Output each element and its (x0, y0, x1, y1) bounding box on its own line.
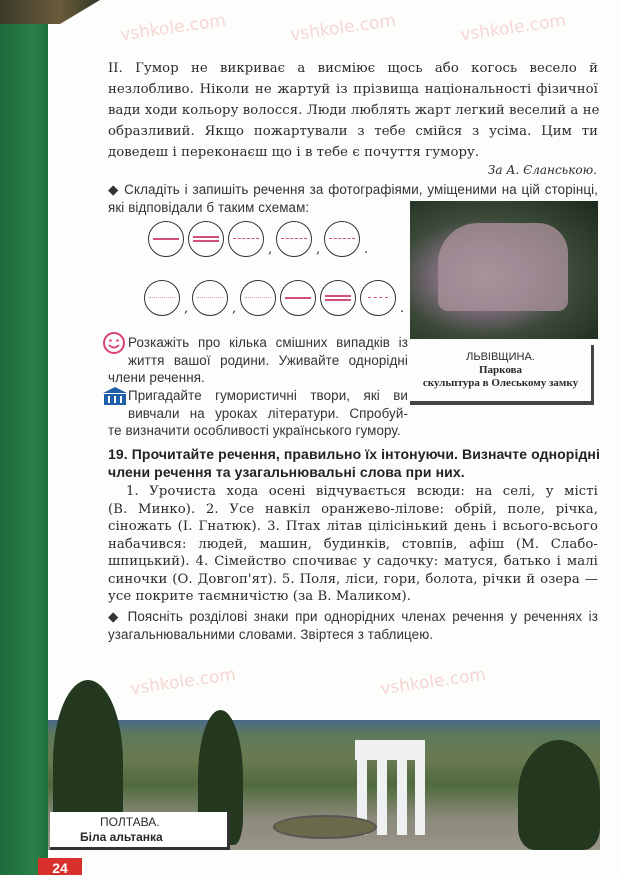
scheme-circle-dashed (276, 221, 312, 257)
text-line: образливий. Якщо пожартували з тебе смійся з усіма. Цим ти (108, 124, 598, 139)
text-line: II. Гумор не викриває а висміює щось або когось весело й (108, 61, 598, 76)
caption-title: Паркова (478, 364, 523, 376)
text-line: 1. Урочиста хода осені відчувається всюди: на селі, у місті (126, 484, 598, 499)
text-line: Розкажіть про кілька смішних випадків із (128, 335, 408, 350)
book-task (108, 387, 408, 440)
text-line: шпицький). 4. Сімейство спочиває у садочку: матуся, батько і малі (108, 554, 598, 569)
scheme-circle-solid (280, 280, 316, 316)
watermark: vshkole.com (289, 10, 398, 46)
task-19-sentences (108, 483, 598, 606)
scheme-row-2 (144, 280, 408, 316)
text-line: життя вашої родини. Уживайте однорідні (128, 352, 408, 368)
text-line: які відповідали б таким схемам: (108, 199, 310, 215)
instruction-punctuation (108, 608, 598, 643)
text-line: вивчали на уроках літератури. Спробуй- (128, 405, 408, 421)
comma: , (268, 242, 273, 257)
scheme-circle-dashed (228, 221, 264, 257)
task-19-heading (108, 446, 598, 481)
scheme-row-1 (148, 221, 372, 257)
text-line: усе покрите таємничістю (за В. Маликом). (108, 589, 412, 604)
page-number: 24 (38, 858, 82, 875)
left-margin-stripe (0, 0, 48, 875)
text-line: набачився: людей, машин, будинків, стовпів, афіш (М. Слабо- (108, 536, 598, 552)
text-line: синочки (О. Довгоп'ят). 5. Поля, ліси, гори, болота, річки й озера — (108, 571, 598, 587)
watermark: vshkole.com (379, 664, 488, 700)
scheme-circle-double (320, 280, 356, 316)
text-line: (В. Минко). 2. Усе навкіл оранжево-лілове: обрій, поле, річка, (108, 501, 598, 517)
text-line: Пригадайте гумористичні твори, які ви (128, 388, 408, 403)
text-line: члени речення та узагальнювальні слова при них. (108, 463, 465, 480)
text-line: члени речення. (108, 370, 205, 385)
text-line: сіножать (І. Гнатюк). 3. Птах літав цілісінький день і всього-всього (108, 519, 598, 534)
scheme-circle-dashed (324, 221, 360, 257)
watermark: vshkole.com (129, 664, 238, 700)
text-line: узагальнювальними словами. Звіртеся з таблицею. (108, 626, 434, 642)
watermark: vshkole.com (119, 10, 228, 46)
photo-caption-lviv (410, 345, 594, 405)
attribution: За А. Єланською. (487, 163, 597, 177)
scheme-circle-dashdot (360, 280, 396, 316)
caption-region: ПОЛТАВА. (100, 815, 160, 829)
comma: , (232, 301, 237, 316)
scheme-circle-wavy (240, 280, 276, 316)
paragraph-ii (108, 58, 598, 163)
lion-sculpture-photo (410, 201, 598, 339)
text-line: доведеш і переконаєш що і в тебе є почуття гумору. (108, 145, 480, 160)
text-line: те визначити особливості українського гумору. (108, 423, 401, 438)
text-line: ◆ Поясніть розділові знаки при однорідних членах речення у реченнях із (108, 609, 598, 624)
text-line: ◆ Складіть і запишіть речення за фотографіями, уміщеними на цій сторінці, (108, 182, 598, 197)
smile-task (108, 334, 408, 387)
comma: , (316, 242, 321, 257)
watermark: vshkole.com (459, 10, 568, 46)
photo-caption-poltava (50, 812, 230, 850)
scheme-circle-double (188, 221, 224, 257)
text-line: 19. Прочитайте речення, правильно їх інтонуючи. Визначте однорідні (108, 446, 600, 462)
period: . (400, 301, 405, 316)
top-corner-photo (0, 0, 100, 24)
scheme-circle-solid (148, 221, 184, 257)
text-line: незлобливо. Ніколи не жартуй із прізвища національності фізичної (108, 82, 598, 97)
scheme-circle-wavy (144, 280, 180, 316)
caption-region: ЛЬВІВЩИНА. (466, 351, 535, 363)
comma: , (184, 301, 189, 316)
caption-title: Біла альтанка (80, 830, 163, 844)
period: . (364, 242, 369, 257)
caption-title: скульптура в Олеському замку (422, 377, 579, 389)
scheme-circle-wavy (192, 280, 228, 316)
text-line: вади ходи кольору волосся. Люди люблять жарт легкий веселий а не (108, 103, 600, 118)
